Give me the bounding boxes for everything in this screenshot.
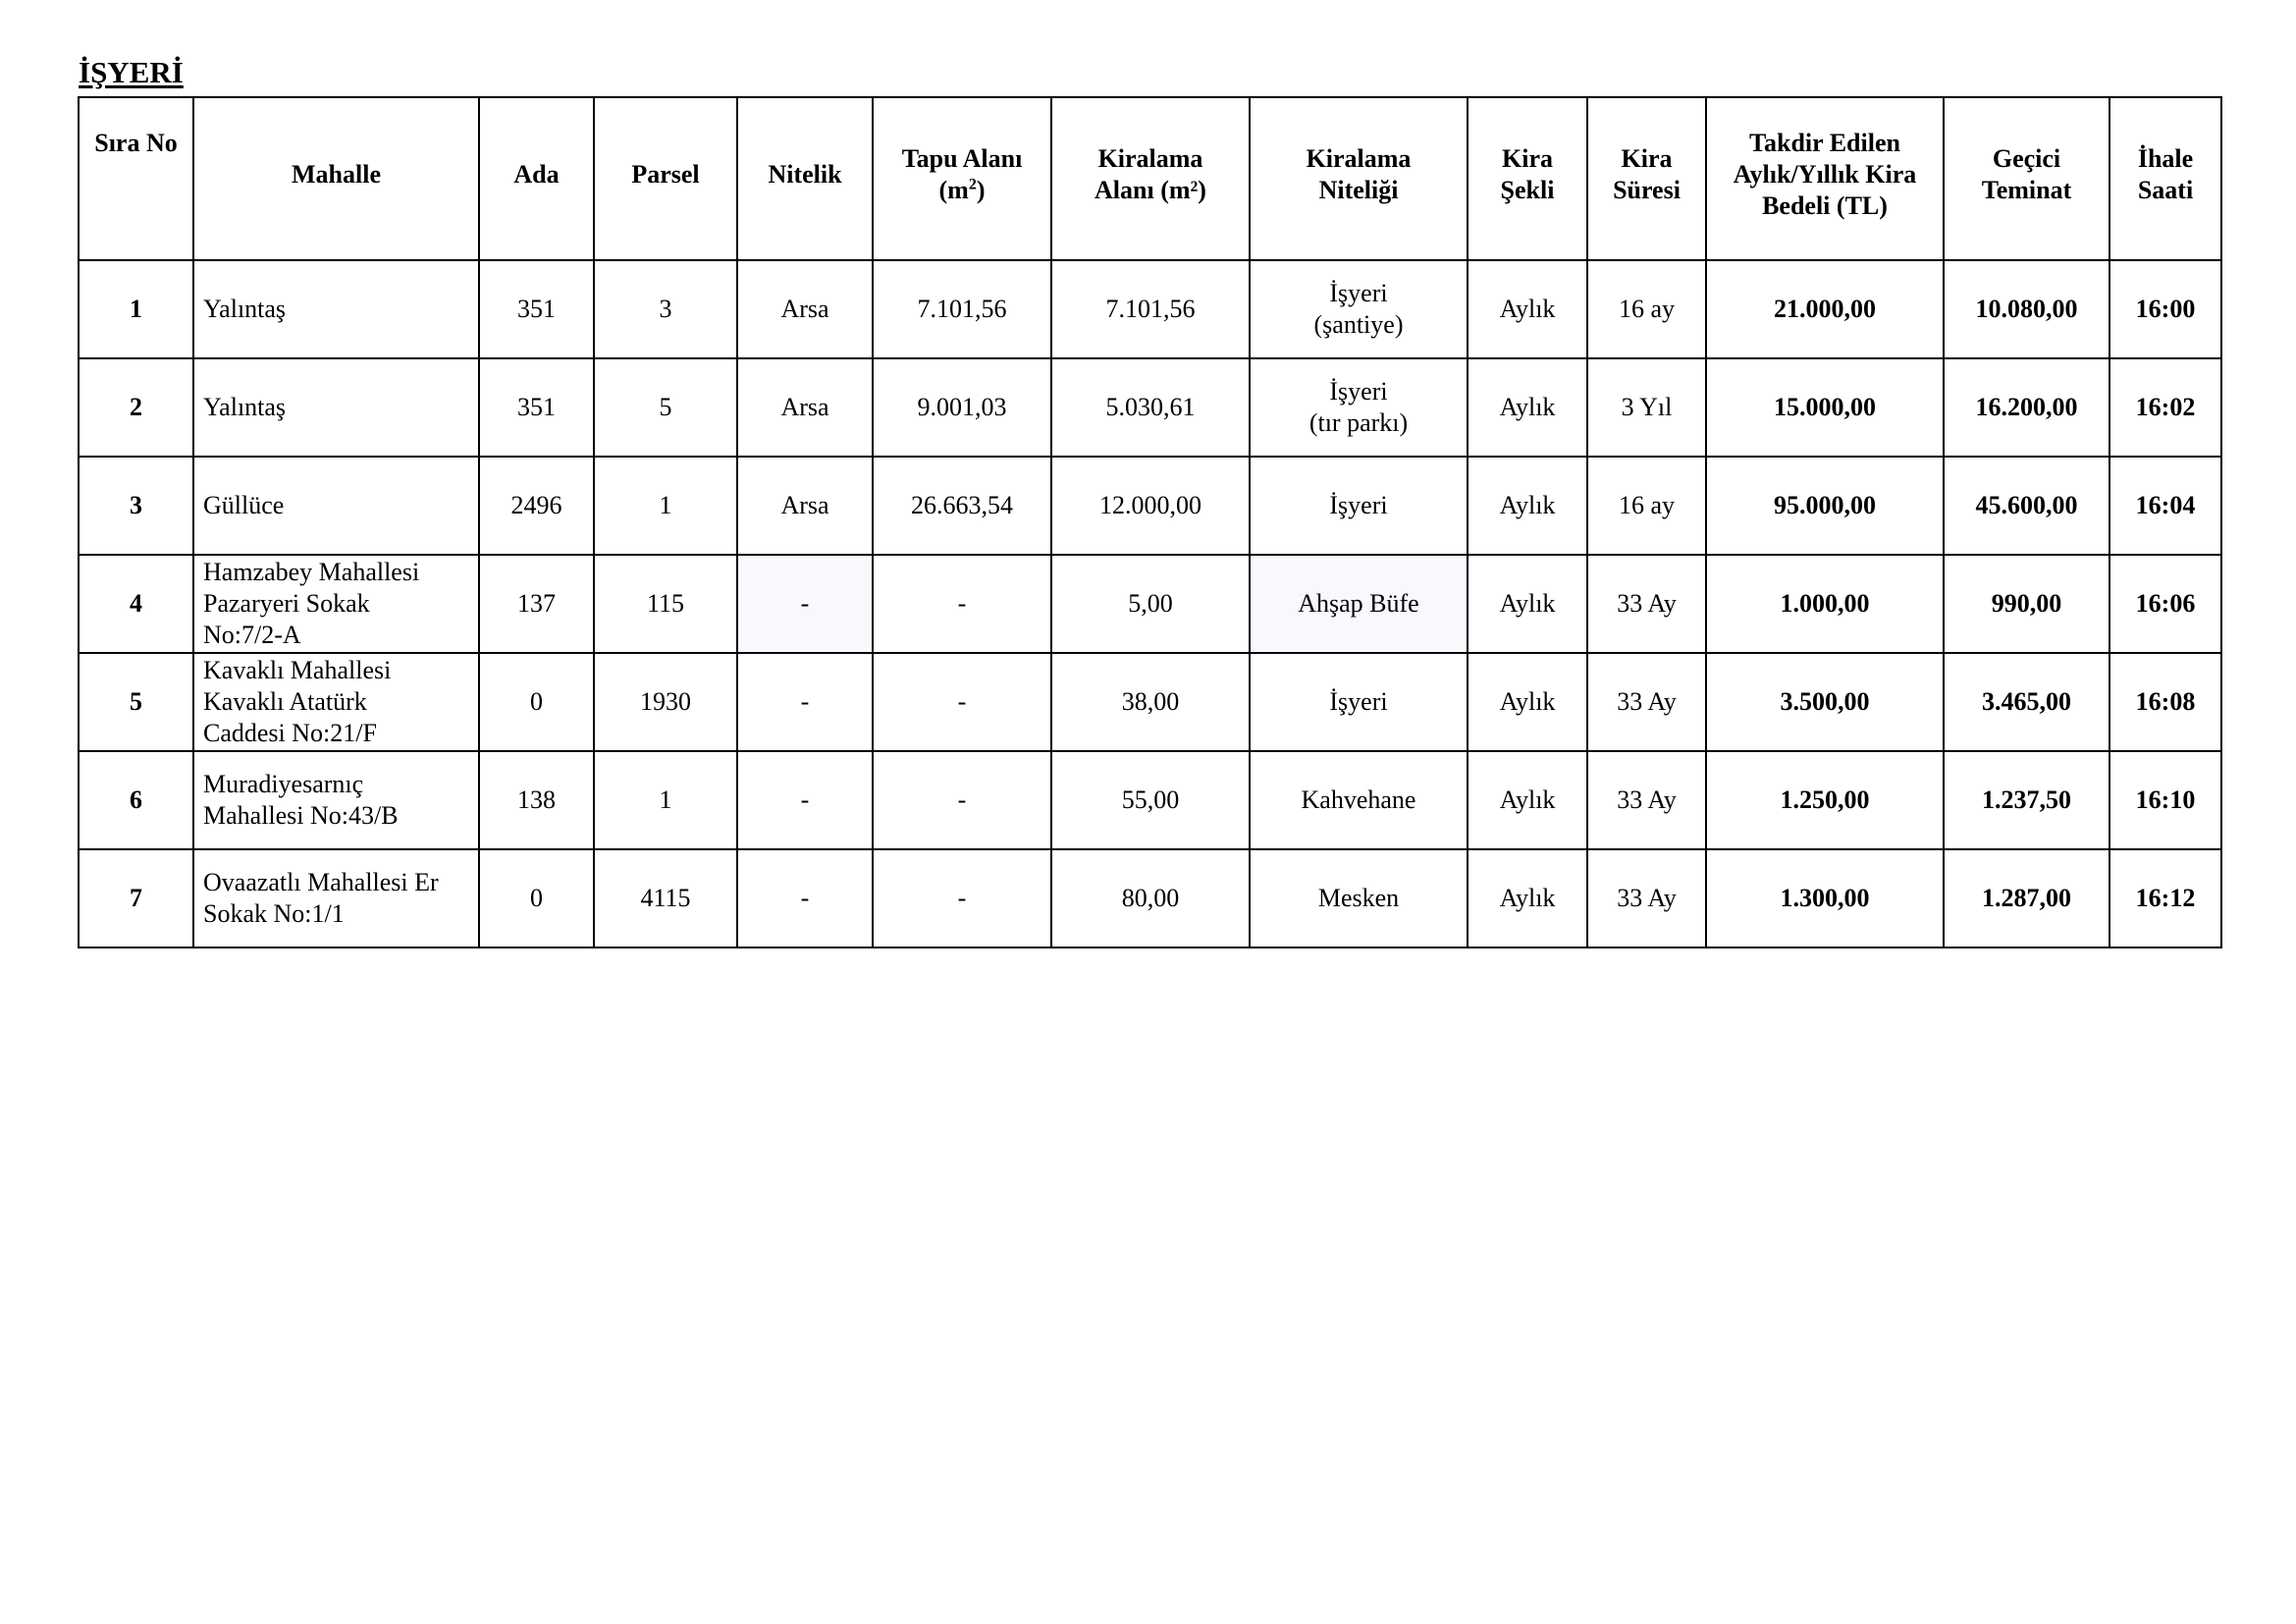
header-ada: Ada: [479, 97, 594, 260]
cell-kiralama-niteligi: Mesken: [1250, 849, 1468, 947]
cell-ada: 351: [479, 260, 594, 358]
cell-kira-sekli: Aylık: [1468, 653, 1587, 751]
cell-nitelik: -: [737, 849, 873, 947]
cell-parsel: 5: [594, 358, 737, 457]
header-takdir-edilen-bedel: Takdir Edilen Aylık/Yıllık Kira Bedeli (TL): [1706, 97, 1944, 260]
cell-tapu-alani: 9.001,03: [873, 358, 1051, 457]
cell-kira-suresi: 33 Ay: [1587, 751, 1706, 849]
cell-mahalle: Güllüce: [193, 457, 479, 555]
cell-teminat: 1.237,50: [1944, 751, 2109, 849]
cell-kira-suresi: 16 ay: [1587, 457, 1706, 555]
cell-mahalle: Hamzabey Mahallesi Pazaryeri Sokak No:7/2-A: [193, 555, 479, 653]
cell-mahalle: Muradiyesarnıç Mahallesi No:43/B: [193, 751, 479, 849]
cell-bedel: 1.250,00: [1706, 751, 1944, 849]
cell-kira-suresi: 33 Ay: [1587, 653, 1706, 751]
cell-parsel: 1: [594, 751, 737, 849]
header-sira-no: Sıra No: [79, 97, 193, 260]
cell-kiralama-niteligi: İşyeri: [1250, 457, 1468, 555]
header-ihale-saati: İhale Saati: [2109, 97, 2221, 260]
cell-kiralama-alani: 80,00: [1051, 849, 1250, 947]
cell-bedel: 1.000,00: [1706, 555, 1944, 653]
header-kira-suresi: Kira Süresi: [1587, 97, 1706, 260]
cell-nitelik: -: [737, 653, 873, 751]
header-gecici-teminat: Geçici Teminat: [1944, 97, 2109, 260]
cell-sira: 3: [79, 457, 193, 555]
cell-saat: 16:08: [2109, 653, 2221, 751]
cell-mahalle: Ovaazatlı Mahallesi Er Sokak No:1/1: [193, 849, 479, 947]
cell-nitelik: Arsa: [737, 260, 873, 358]
header-tapu-alani-unit-open: (m: [938, 176, 969, 204]
cell-tapu-alani: -: [873, 653, 1051, 751]
header-nitelik: Nitelik: [737, 97, 873, 260]
cell-mahalle: Yalıntaş: [193, 358, 479, 457]
cell-kiralama-alani: 7.101,56: [1051, 260, 1250, 358]
cell-tapu-alani: 26.663,54: [873, 457, 1051, 555]
table-row: [79, 260, 2221, 358]
cell-ada: 0: [479, 849, 594, 947]
cell-sira: 2: [79, 358, 193, 457]
cell-kira-suresi: 33 Ay: [1587, 849, 1706, 947]
cell-tapu-alani: -: [873, 555, 1051, 653]
cell-saat: 16:02: [2109, 358, 2221, 457]
cell-bedel: 21.000,00: [1706, 260, 1944, 358]
cell-bedel: 95.000,00: [1706, 457, 1944, 555]
table-row: [79, 653, 2221, 751]
cell-kira-sekli: Aylık: [1468, 358, 1587, 457]
cell-sira: 7: [79, 849, 193, 947]
cell-sira: 5: [79, 653, 193, 751]
header-mahalle: Mahalle: [193, 97, 479, 260]
cell-kira-suresi: 33 Ay: [1587, 555, 1706, 653]
table-row: [79, 849, 2221, 947]
cell-tapu-alani: 7.101,56: [873, 260, 1051, 358]
cell-sira: 1: [79, 260, 193, 358]
page-title: İŞYERİ: [79, 55, 184, 89]
cell-bedel: 15.000,00: [1706, 358, 1944, 457]
cell-kiralama-alani: 12.000,00: [1051, 457, 1250, 555]
cell-kiralama-niteligi: Kahvehane: [1250, 751, 1468, 849]
cell-teminat: 16.200,00: [1944, 358, 2109, 457]
header-row: [79, 97, 2221, 260]
cell-teminat: 1.287,00: [1944, 849, 2109, 947]
cell-nitelik: Arsa: [737, 457, 873, 555]
cell-kiralama-alani: 5.030,61: [1051, 358, 1250, 457]
cell-kiralama-niteligi: İşyeri (şantiye): [1250, 260, 1468, 358]
header-tapu-alani-line1: Tapu Alanı: [901, 144, 1023, 174]
cell-tapu-alani: -: [873, 751, 1051, 849]
header-tapu-alani: [873, 97, 1051, 260]
cell-bedel: 3.500,00: [1706, 653, 1944, 751]
cell-parsel: 1: [594, 457, 737, 555]
table-row: [79, 555, 2221, 653]
cell-ada: 2496: [479, 457, 594, 555]
table-row: [79, 457, 2221, 555]
cell-sira: 4: [79, 555, 193, 653]
table-row: [79, 358, 2221, 457]
cell-teminat: 10.080,00: [1944, 260, 2109, 358]
header-parsel: Parsel: [594, 97, 737, 260]
cell-kira-sekli: Aylık: [1468, 751, 1587, 849]
cell-kiralama-alani: 38,00: [1051, 653, 1250, 751]
cell-saat: 16:00: [2109, 260, 2221, 358]
header-tapu-alani-sup: 2: [968, 176, 977, 193]
cell-saat: 16:10: [2109, 751, 2221, 849]
cell-kira-sekli: Aylık: [1468, 260, 1587, 358]
cell-kiralama-niteligi: İşyeri: [1250, 653, 1468, 751]
cell-mahalle: Kavaklı Mahallesi Kavaklı Atatürk Caddesi No:21/F: [193, 653, 479, 751]
cell-tapu-alani: -: [873, 849, 1051, 947]
cell-kiralama-alani: 55,00: [1051, 751, 1250, 849]
cell-kira-sekli: Aylık: [1468, 555, 1587, 653]
cell-sira: 6: [79, 751, 193, 849]
header-kiralama-alani: Kiralama Alanı (m²): [1051, 97, 1250, 260]
cell-nitelik: -: [737, 751, 873, 849]
cell-kira-sekli: Aylık: [1468, 457, 1587, 555]
cell-bedel: 1.300,00: [1706, 849, 1944, 947]
cell-kiralama-niteligi: Ahşap Büfe: [1250, 555, 1468, 653]
cell-ada: 0: [479, 653, 594, 751]
cell-kiralama-alani: 5,00: [1051, 555, 1250, 653]
cell-teminat: 45.600,00: [1944, 457, 2109, 555]
header-tapu-alani-unit-close: ): [976, 176, 986, 204]
table-row: [79, 751, 2221, 849]
cell-teminat: 3.465,00: [1944, 653, 2109, 751]
cell-ada: 138: [479, 751, 594, 849]
cell-teminat: 990,00: [1944, 555, 2109, 653]
cell-saat: 16:12: [2109, 849, 2221, 947]
cell-kira-suresi: 16 ay: [1587, 260, 1706, 358]
cell-ada: 137: [479, 555, 594, 653]
cell-kira-sekli: Aylık: [1468, 849, 1587, 947]
cell-ada: 351: [479, 358, 594, 457]
cell-parsel: 115: [594, 555, 737, 653]
lease-table: [78, 96, 2222, 948]
cell-saat: 16:04: [2109, 457, 2221, 555]
cell-mahalle: Yalıntaş: [193, 260, 479, 358]
cell-kira-suresi: 3 Yıl: [1587, 358, 1706, 457]
cell-kiralama-niteligi: İşyeri (tır parkı): [1250, 358, 1468, 457]
cell-parsel: 1930: [594, 653, 737, 751]
cell-nitelik: -: [737, 555, 873, 653]
header-kira-sekli: Kira Şekli: [1468, 97, 1587, 260]
cell-nitelik: Arsa: [737, 358, 873, 457]
cell-saat: 16:06: [2109, 555, 2221, 653]
cell-parsel: 3: [594, 260, 737, 358]
header-kiralama-niteligi: Kiralama Niteliği: [1250, 97, 1468, 260]
cell-parsel: 4115: [594, 849, 737, 947]
